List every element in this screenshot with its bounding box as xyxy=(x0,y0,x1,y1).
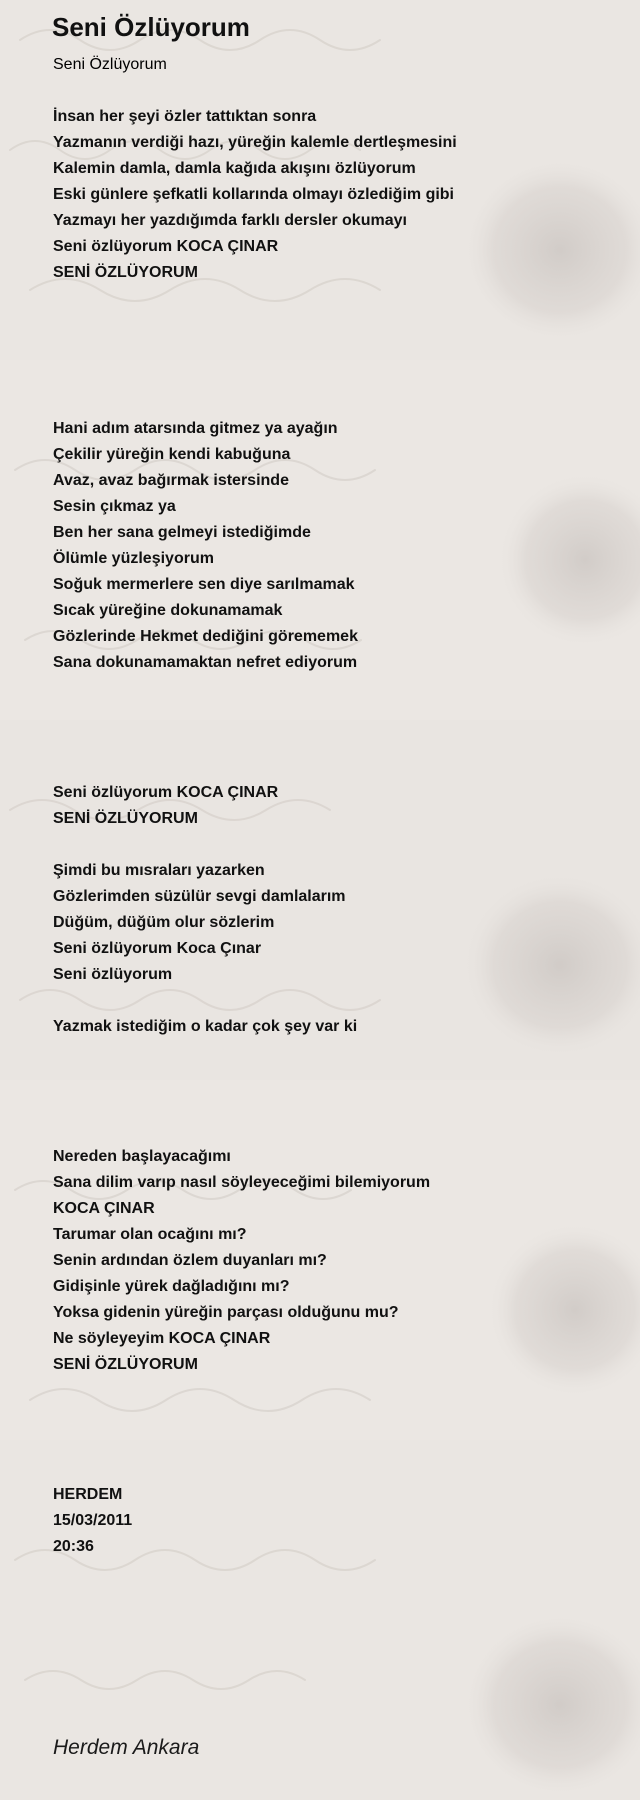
stanza-6 xyxy=(53,1144,593,1378)
poem-line: Çekilir yüreğin kendi kabuğuna xyxy=(53,446,291,463)
poem-line: Gidişinle yürek dağladığını mı? xyxy=(53,1278,290,1295)
poem-line: Avaz, avaz bağırmak istersinde xyxy=(53,472,289,489)
blank-line xyxy=(53,78,593,104)
poem-line: Nereden başlayacağımı xyxy=(53,1148,231,1165)
poem-line: Soğuk mermerlere sen diye sarılmamak xyxy=(53,576,355,593)
poem-line: Gözlerinde Hekmet dediğini görememek xyxy=(53,628,358,645)
poem-line: Sana dilim varıp nasıl söyleyeceğimi bilemiyorum xyxy=(53,1174,431,1191)
stanza-4 xyxy=(53,858,593,988)
blank-line xyxy=(53,1040,593,1066)
signature-time: 20:36 xyxy=(53,1538,94,1555)
blank-line xyxy=(53,988,593,1014)
blank-line xyxy=(53,832,593,858)
poem-line: Ben her sana gelmeyi istediğimde xyxy=(53,524,311,541)
signature-name: HERDEM xyxy=(53,1486,123,1503)
poem-line: SENİ ÖZLÜYORUM xyxy=(53,1356,198,1373)
blank-line xyxy=(53,286,593,312)
poem-line: Ne söyleyeyim KOCA ÇINAR xyxy=(53,1330,271,1347)
poem-line: Sesin çıkmaz ya xyxy=(53,498,176,515)
poem-line: Yoksa gidenin yüreğin parçası olduğunu mu? xyxy=(53,1304,399,1321)
poem-line: KOCA ÇINAR xyxy=(53,1200,155,1217)
signature-date: 15/03/2011 xyxy=(53,1512,133,1529)
poem-line: SENİ ÖZLÜYORUM xyxy=(53,264,198,281)
blank-line xyxy=(53,1118,593,1144)
poem-header: Seni Özlüyorum xyxy=(53,56,167,73)
poem-line: Tarumar olan ocağını mı? xyxy=(53,1226,247,1243)
stanza-2 xyxy=(53,416,593,676)
stanza-5 xyxy=(53,1014,593,1040)
blank-line xyxy=(53,728,593,754)
poem-line: Senin ardından özlem duyanları mı? xyxy=(53,1252,327,1269)
poem-line: Sıcak yüreğine dokunamamak xyxy=(53,602,283,619)
poem-line: SENİ ÖZLÜYORUM xyxy=(53,810,198,827)
poem-signature xyxy=(53,1482,593,1560)
stanza-3 xyxy=(53,780,593,832)
poem-line: Gözlerimden süzülür sevgi damlalarım xyxy=(53,888,346,905)
poem-line: Yazmanın verdiği hazı, yüreğin kalemle dertleşmesini xyxy=(53,134,457,151)
poem-line: Hani adım atarsında gitmez ya ayağın xyxy=(53,420,338,437)
blank-line xyxy=(53,338,593,364)
blank-line xyxy=(53,1404,593,1430)
blank-line xyxy=(53,702,593,728)
poem-line: Yazmayı her yazdığımda farklı dersler okumayı xyxy=(53,212,407,229)
poem-line: Seni özlüyorum KOCA ÇINAR xyxy=(53,784,279,801)
blank-line xyxy=(53,364,593,390)
poem-line: Düğüm, düğüm olur sözlerim xyxy=(53,914,275,931)
author-name: Herdem Ankara xyxy=(53,1736,200,1759)
poem-line: Seni özlüyorum KOCA ÇINAR xyxy=(53,238,279,255)
poem-line: Seni özlüyorum xyxy=(53,966,173,983)
page-title: Seni Özlüyorum xyxy=(52,12,250,42)
blank-line xyxy=(53,1066,593,1092)
poem-body xyxy=(53,52,593,1560)
blank-line xyxy=(53,1092,593,1118)
poem-line: Ölümle yüzleşiyorum xyxy=(53,550,214,567)
poem-line: Kalemin damla, damla kağıda akışını özlüyorum xyxy=(53,160,416,177)
poem-line: İnsan her şeyi özler tattıktan sonra xyxy=(53,108,317,125)
poem-line: Sana dokunamamaktan nefret ediyorum xyxy=(53,654,358,671)
poem-line: Seni özlüyorum Koca Çınar xyxy=(53,940,262,957)
blank-line xyxy=(53,390,593,416)
blank-line xyxy=(53,312,593,338)
blank-line xyxy=(53,1456,593,1482)
stanza-1 xyxy=(53,104,593,286)
blank-line xyxy=(53,1378,593,1404)
blank-line xyxy=(53,676,593,702)
poem-line: Yazmak istediğim o kadar çok şey var ki xyxy=(53,1018,358,1035)
poem-line: Şimdi bu mısraları yazarken xyxy=(53,862,265,879)
blank-line xyxy=(53,754,593,780)
poem-line: Eski günlere şefkatli kollarında olmayı özlediğim gibi xyxy=(53,186,454,203)
blank-line xyxy=(53,1430,593,1456)
